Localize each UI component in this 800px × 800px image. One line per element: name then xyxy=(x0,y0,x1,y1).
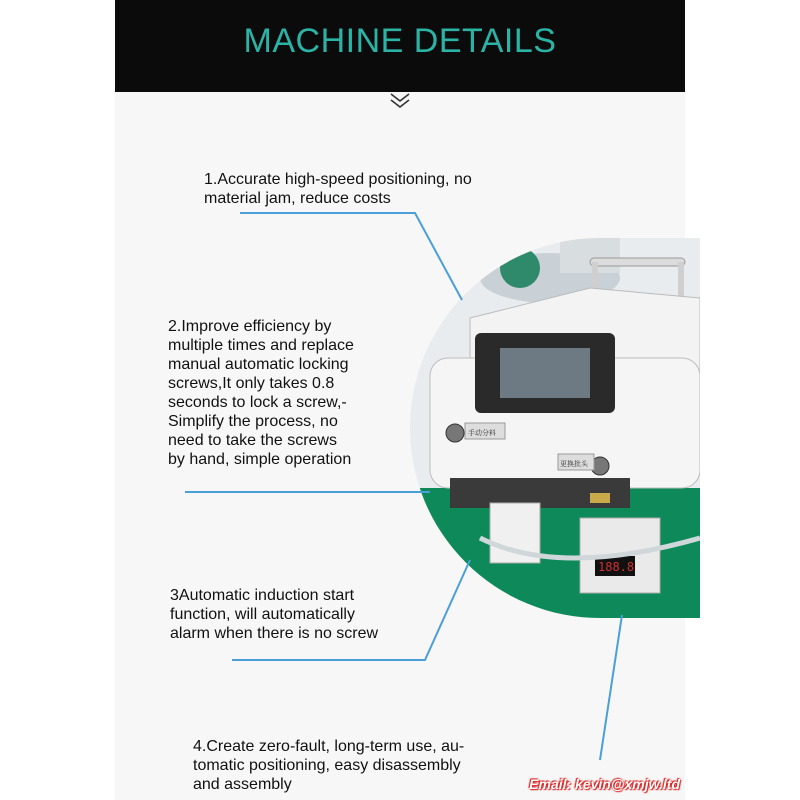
feature-text-4: 4.Create zero-fault, long-term use, au- tomatic positioning, easy disassembly and assembly xyxy=(193,738,465,793)
chevron-down-icon xyxy=(388,92,412,110)
feature-text-2: 2.Improve efficiency by multiple times and replace manual automatic locking screws,It only takes 0.8 seconds to lock a screw,- Simplify the process, no need to take the screws by hand, simple operation xyxy=(168,318,354,468)
feature-text-1: 1.Accurate high-speed positioning, no material jam, reduce costs xyxy=(204,171,472,207)
page-title: MACHINE DETAILS xyxy=(243,22,557,60)
email-watermark: Email: kevin@xmjw.ltd xyxy=(529,776,680,792)
machine-left-label: 手动分料 xyxy=(468,429,496,437)
temperature-readout: 188.8 xyxy=(598,560,635,574)
feature-text-3: 3Automatic induction start function, will automatically alarm when there is no screw xyxy=(170,587,379,642)
machine-right-label: 更换批头 xyxy=(560,460,588,468)
